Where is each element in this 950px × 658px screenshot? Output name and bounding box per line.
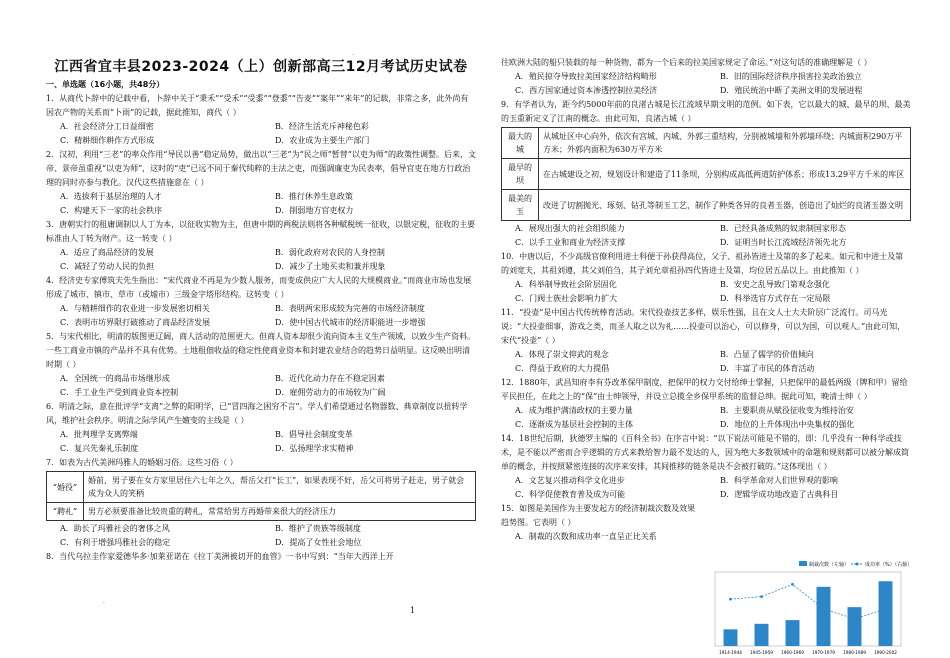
left-column	[46, 0, 476, 564]
table-row-body: 在古城建设之初，规划设计和建造了11条坝，分别构成高低两道防护体系；形成13.29平方千米的库区	[539, 159, 911, 190]
option-b: B．经济生活充斥神秘色彩	[275, 122, 369, 131]
option-b: B．安史之乱导致门第观念强化	[720, 280, 830, 289]
bar-1945-1959	[755, 624, 769, 646]
option-d: D．殖民统治中断了美洲文明的发展进程	[720, 86, 863, 95]
question-11	[501, 306, 911, 376]
option-d: D．弘扬理学求实精神	[275, 444, 354, 453]
option-b: B．推行休养生息政策	[275, 192, 353, 201]
question-5	[46, 330, 476, 400]
decorative-dot: ·	[103, 600, 105, 607]
line-point-1970-1979	[822, 608, 825, 611]
sanctions-chart	[703, 558, 913, 658]
option-d: D．科举选官方式存在一定局限	[720, 294, 831, 303]
question-2	[46, 148, 476, 218]
option-c: C．精耕细作耕作方式形成	[60, 136, 155, 145]
line-point-1980-1989	[853, 617, 856, 620]
option-a: A．全国统一的商品市场继形成	[60, 374, 170, 383]
plot-frame	[715, 572, 901, 646]
page-number: 1	[410, 606, 416, 615]
table-row-head: “婚役”	[47, 472, 84, 503]
table-row	[47, 472, 476, 503]
line-point-1914-1944	[729, 598, 732, 601]
option-c: C．门阀士族社会影响力扩大	[515, 294, 618, 303]
line-point-1945-1959	[760, 595, 763, 598]
option-d: D．逻辑学成功地改造了古典科目	[720, 490, 839, 499]
question-text: 8．当代乌拉圭作家爱德华多·加莱亚诺在《拉丁美洲被切开的血管》一书中写到：“当年大西洋上开	[46, 552, 394, 561]
option-b: B．凸显了儒学的价值倾向	[720, 350, 814, 359]
option-d: D．证明当时长江流域经济领先北方	[720, 238, 847, 247]
x-tick-label: 1960-1969	[781, 650, 804, 655]
option-a: A．助长了玛雅社会的奢侈之风	[60, 524, 170, 533]
right-column	[501, 56, 911, 544]
option-b: B．维护了贵族等级制度	[275, 524, 361, 533]
exam-title: 江西省宜丰县2023-2024（上）创新部高三12月考试历史试卷	[54, 59, 468, 75]
question-text: 14．18世纪后期，狄德罗主编的《百科全书》在序言中说：“以下说法可能是不错的，即：几乎没有一种科学或技术，是不能以严密而合乎逻辑的方式来教给智力最不发达的人，因为绝大多数领域中的命题和规则都可以被分解成简单的概念，并按照紧密连接的次序来安排，其间推移的链条是决不会被打破的。”这体现出（ ）	[501, 434, 909, 471]
x-tick-label: 1990-2002	[874, 650, 897, 655]
option-c: C．科学促使教育普及成为可能	[515, 490, 626, 499]
table-row-body: 改进了切割抛光、琢刻、钻孔等制玉工艺，制作了种类各异的良者玉器，创造出了灿烂的良渚玉器文明	[539, 190, 911, 221]
table-row-head: 最早的坝	[502, 159, 539, 190]
option-a: A．制裁的次数和成功率一直呈正比关系	[515, 532, 657, 541]
table-row-body: 从城址区中心向外，依次有宫城、内城、外郭三重结构，分别被城墙和外郭墙环绕；内城面积290万平方米；外郭内面积为630万平方米	[539, 128, 911, 159]
option-d: D．削弱地方官吏权力	[275, 206, 354, 215]
option-a: A．殖民掠夺导致拉美国家经济结构畸形	[515, 72, 657, 81]
legend-label-bars: 制裁次数（左轴）	[809, 562, 850, 568]
table-row	[502, 128, 911, 159]
decorative-dot: ·	[352, 52, 354, 59]
bar-1914-1944	[724, 629, 738, 646]
option-a: A．适应了商品经济的发展	[60, 248, 154, 257]
option-d: D．农业成为主要生产部门	[275, 136, 370, 145]
question-text: 12．1880年，武昌知府李有芬改革保甲制度，把保甲的权力交付给绅士掌握，只把保甲的最低两级（牌和甲）留给平民担任，在此之上的“保”由士绅领导，并设立总揽全乡保甲系统的监督总绅。据此可知，晚清士绅（ ）	[501, 378, 908, 401]
question-4	[46, 274, 476, 330]
question-text: 10．中唐以后，不少高级官僚利用进士科便于孙获得高位，父子、祖孙皆进士及第的多了起来。如元和中进士及第的刘宽夫，其祖刘遵，其父刘伯刍，其子刘允章祖孙四代皆进士及第，均位居五品以上。由此推知（ ）	[501, 252, 904, 275]
option-c: C．西方国家通过资本渗透控制拉美经济	[515, 86, 658, 95]
table-row-body: 男方必须要准备比较贵重的聘礼，常常给男方再婚带来很大的经济压力	[84, 503, 476, 521]
legend-label-line: 成功率（%）（右轴）	[865, 562, 913, 568]
bar-1960-1969	[786, 620, 800, 646]
question-15	[501, 502, 911, 544]
option-c: C．有利于增强玛雅社会的稳定	[60, 538, 171, 547]
chart-legend	[799, 561, 912, 568]
table-row	[502, 159, 911, 190]
table-row-head: 最美的玉	[502, 190, 539, 221]
question-text: 5．与宋代相比，明清的版图更辽阔，商人活动的范围更大。但商人资本却很少流向资本主义生产领域，以致少生产资料。一些工商业市镇的产品并不具有优势。土地租佃收益的稳定性使商业资本和封建农业结合的趋势日益明显。这反映出明清时期（ ）	[46, 332, 476, 369]
option-b: B．弱化政府对农民的人身控制	[275, 248, 385, 257]
question-8	[46, 550, 476, 564]
x-tick-label: 1970-1979	[812, 650, 835, 655]
option-c: C．构建天下一家的社会秩序	[60, 206, 163, 215]
option-b: B．近代化动力存在不稳定因素	[275, 374, 385, 383]
line-point-1960-1969	[791, 583, 794, 586]
line-point-1990-2002	[884, 608, 887, 611]
question-3	[46, 218, 476, 274]
x-tick-label: 1914-1944	[719, 650, 742, 655]
bar-1980-1989	[848, 607, 862, 646]
option-b: B．已经具备成熟的奴隶制国家形态	[720, 224, 846, 233]
question-14	[501, 432, 911, 502]
question-text: 11．“投壶”是中国古代传统棒育活动。宋代投壶技艺多样，娱乐性强，且在文人士大夫阶层广泛流行。司马光说：“大投壶细事，游戏之类，而圣人取之以为礼……投壶可以治心，可以修身，可以为国，可以观人。”由此可知，宋代“投壶”（ ）	[501, 308, 906, 345]
table-row	[47, 503, 476, 521]
question-text: 7．如表为古代美洲玛雅人的婚姻习俗。这些习俗（ ）	[46, 458, 238, 467]
option-c: C．复兴先秦礼乐制度	[60, 444, 139, 453]
liangzhu-table	[501, 127, 911, 221]
bar-1970-1979	[817, 587, 831, 646]
question-7	[46, 456, 476, 550]
question-6	[46, 400, 476, 456]
option-d: D．提高了女性社会地位	[275, 538, 362, 547]
marriage-customs-table	[46, 471, 476, 521]
table-row-head: 最大的城	[502, 128, 539, 159]
option-d: D．使中国古代城市的经济职能进一步增强	[275, 318, 426, 327]
table-row-body: 婚前，男子要在女方家里居住六七年之久，帮岳父打“长工”，如果表现不好，岳父可将男子赶走，男子就会成为众人的笑柄	[84, 472, 476, 503]
x-tick-label: 1945-1959	[750, 650, 773, 655]
question-text: 4．经济史专家傅筑夫先生指出：“宋代商业不再是为少数人服务，而变成供应广大人民的大规模商业。”而商业市场也发展形成了城市、镇市、草市（或墟市）三级金字塔形结构。这转变（ ）	[46, 276, 472, 299]
option-c: C．得益于政府的大力提倡	[515, 364, 610, 373]
option-d: D．地位的上升体现出中央集权的强化	[720, 420, 855, 429]
option-b: B．科学革命对人们世界观的影响	[720, 476, 838, 485]
question-12	[501, 376, 911, 432]
option-a: A．社会经济分工日益细密	[60, 122, 154, 131]
option-a: A．与精耕细作的农业进一步发展密切相关	[60, 304, 210, 313]
option-c: C．手工业生产受到商业资本控制	[60, 388, 179, 397]
option-a: A．文艺复兴推动科学文化进步	[515, 476, 625, 485]
question-9	[501, 98, 911, 250]
option-d: D．减少了土地买卖和兼并现象	[275, 262, 386, 271]
option-b: B．表明两宋形成较为完善的市场经济制度	[275, 304, 425, 313]
question-10	[501, 250, 911, 306]
question-text: 1．从商代卜辞中的记载中看，卜辞中关于“秉禾”“受禾”“受黍”“登黍”“告麦”“案年”“来年”的记载，非常之多，此外尚有因农产物的关系而“卜雨”的记载，据此推知，商代（ ）	[46, 94, 469, 117]
option-c: C．以手工业和商业为经济支撑	[515, 238, 626, 247]
option-c: C．逐渐成为基层社会控制的主体	[515, 420, 634, 429]
x-tick-label: 1980-1989	[843, 650, 866, 655]
option-a: A．展现出强大的社会组织能力	[515, 224, 625, 233]
table-row	[502, 190, 911, 221]
option-a: A．选拔利于基层治理的人才	[60, 192, 162, 201]
question-text: 6．明清之际，意在批评学“支离”之弊的阳明学，已“冒四海之困穷不言”。学人们希望通过名物器数、典章制度以扭转学风，维护社会秩序。明清之际学风产生嬗变的主线是（ ）	[46, 402, 468, 425]
option-d: D．丰富了市民的体育活动	[720, 364, 815, 373]
option-a: A．成为维护满清政权的主要力量	[515, 406, 633, 415]
table-row-head: “聘礼”	[47, 503, 84, 521]
option-d: D．雇佣劳动力的市场较为广阔	[275, 388, 386, 397]
legend-bar-swatch	[799, 561, 807, 566]
bar-1990-2002	[879, 581, 893, 646]
question-text: 3．唐朝实行的租庸调制以人丁为本，以征收实物为主，但唐中期的两税法则将各种赋税统一征收，以银定税，征收的主要标准由人丁转为财产。这一转变（ ）	[46, 220, 476, 243]
option-c: C．表明市坊界限打破推动了商品经济发展	[60, 318, 211, 327]
success-rate-line	[731, 584, 886, 619]
option-a: A．体现了崇文抑武的观念	[515, 350, 609, 359]
question-text: 15．如图是美国作为主要发起方的经济制裁次数及效果趋势图。它表明（ ）	[501, 504, 696, 527]
option-c: C．减轻了劳动人民的负担	[60, 262, 155, 271]
question-1	[46, 92, 476, 148]
option-b: B．旧的国际经济秩序损害拉美政治独立	[720, 72, 862, 81]
option-b: B．主要职责从赋役征收变为维持治安	[720, 406, 854, 415]
section-heading: 一、单选题（16小题，共48分）	[46, 80, 165, 89]
legend-line-marker	[856, 563, 859, 566]
question-text: 9．有学者认为，距今约5000年前的良渚古城是长江流域早期文明的范例。如下表，它以最大的城、最早的坝、最美的玉重新定义了江南的概念。由此可知，良渚古城（ ）	[501, 100, 911, 123]
option-b: B．倡导社会制度变革	[275, 430, 353, 439]
question-text: 2．汉初，利用“三老”的率众作用“导民以善”稳定局势，做出以“三老”为“民之师”暂替“以吏为师”的政策性调整。后来，文帝、景帝虽重视“以吏为师”，这时的“吏”已远不同于秦代纯粹的主法之吏，而强调廉吏为民表率，倡导官吏在地方行政治理的同时亦参与教化。汉代这些措施意在（ ）	[46, 150, 476, 187]
option-a: A．批判理学支离弊端	[60, 430, 138, 439]
option-a: A．科举制导致社会阶层固化	[515, 280, 617, 289]
question-8-continued: 往欧洲大陆的船只装载的每一种货物，都为一个后来的拉美国家规定了命运。”对这句话的准确理解是（ ）	[501, 58, 872, 67]
